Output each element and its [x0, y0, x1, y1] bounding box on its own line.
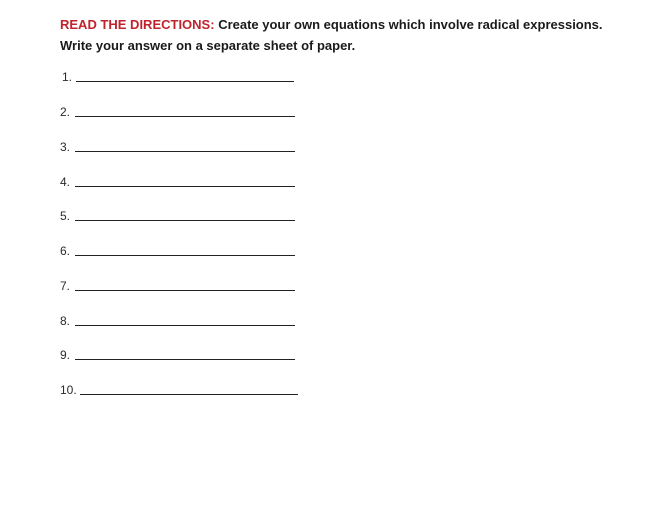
answer-number-5: 5. [60, 209, 71, 223]
answer-row-5 [60, 209, 295, 223]
answer-row-4 [60, 175, 295, 189]
answer-row-8 [60, 314, 295, 328]
answer-row-9 [60, 348, 295, 362]
answer-row-6 [60, 244, 295, 258]
answer-number-3: 3. [60, 140, 71, 154]
answer-number-10: 10. [60, 383, 77, 397]
answer-row-10 [60, 383, 298, 397]
answer-line-8 [75, 325, 295, 326]
answer-line-2 [75, 116, 295, 117]
answer-number-1: 1. [62, 70, 73, 84]
answer-line-9 [75, 359, 295, 360]
directions-label: READ THE DIRECTIONS: [60, 17, 215, 32]
answer-number-2: 2. [60, 105, 71, 119]
answer-line-6 [75, 255, 295, 256]
answer-number-7: 7. [60, 279, 71, 293]
answer-row-7 [60, 279, 295, 293]
answer-number-4: 4. [60, 175, 71, 189]
answer-line-4 [75, 186, 295, 187]
answer-line-3 [75, 151, 295, 152]
answer-number-6: 6. [60, 244, 71, 258]
answer-line-10 [80, 394, 298, 395]
answer-row-2 [60, 105, 295, 119]
answer-number-8: 8. [60, 314, 71, 328]
answer-row-1 [62, 70, 294, 84]
directions-text: Create your own equations which involve radical expressions. Write your answer on a separate sheet of paper. [60, 17, 603, 53]
answer-line-7 [75, 290, 295, 291]
answer-row-3 [60, 140, 295, 154]
answer-line-1 [76, 81, 294, 82]
answer-line-5 [75, 220, 295, 221]
answer-number-9: 9. [60, 348, 71, 362]
